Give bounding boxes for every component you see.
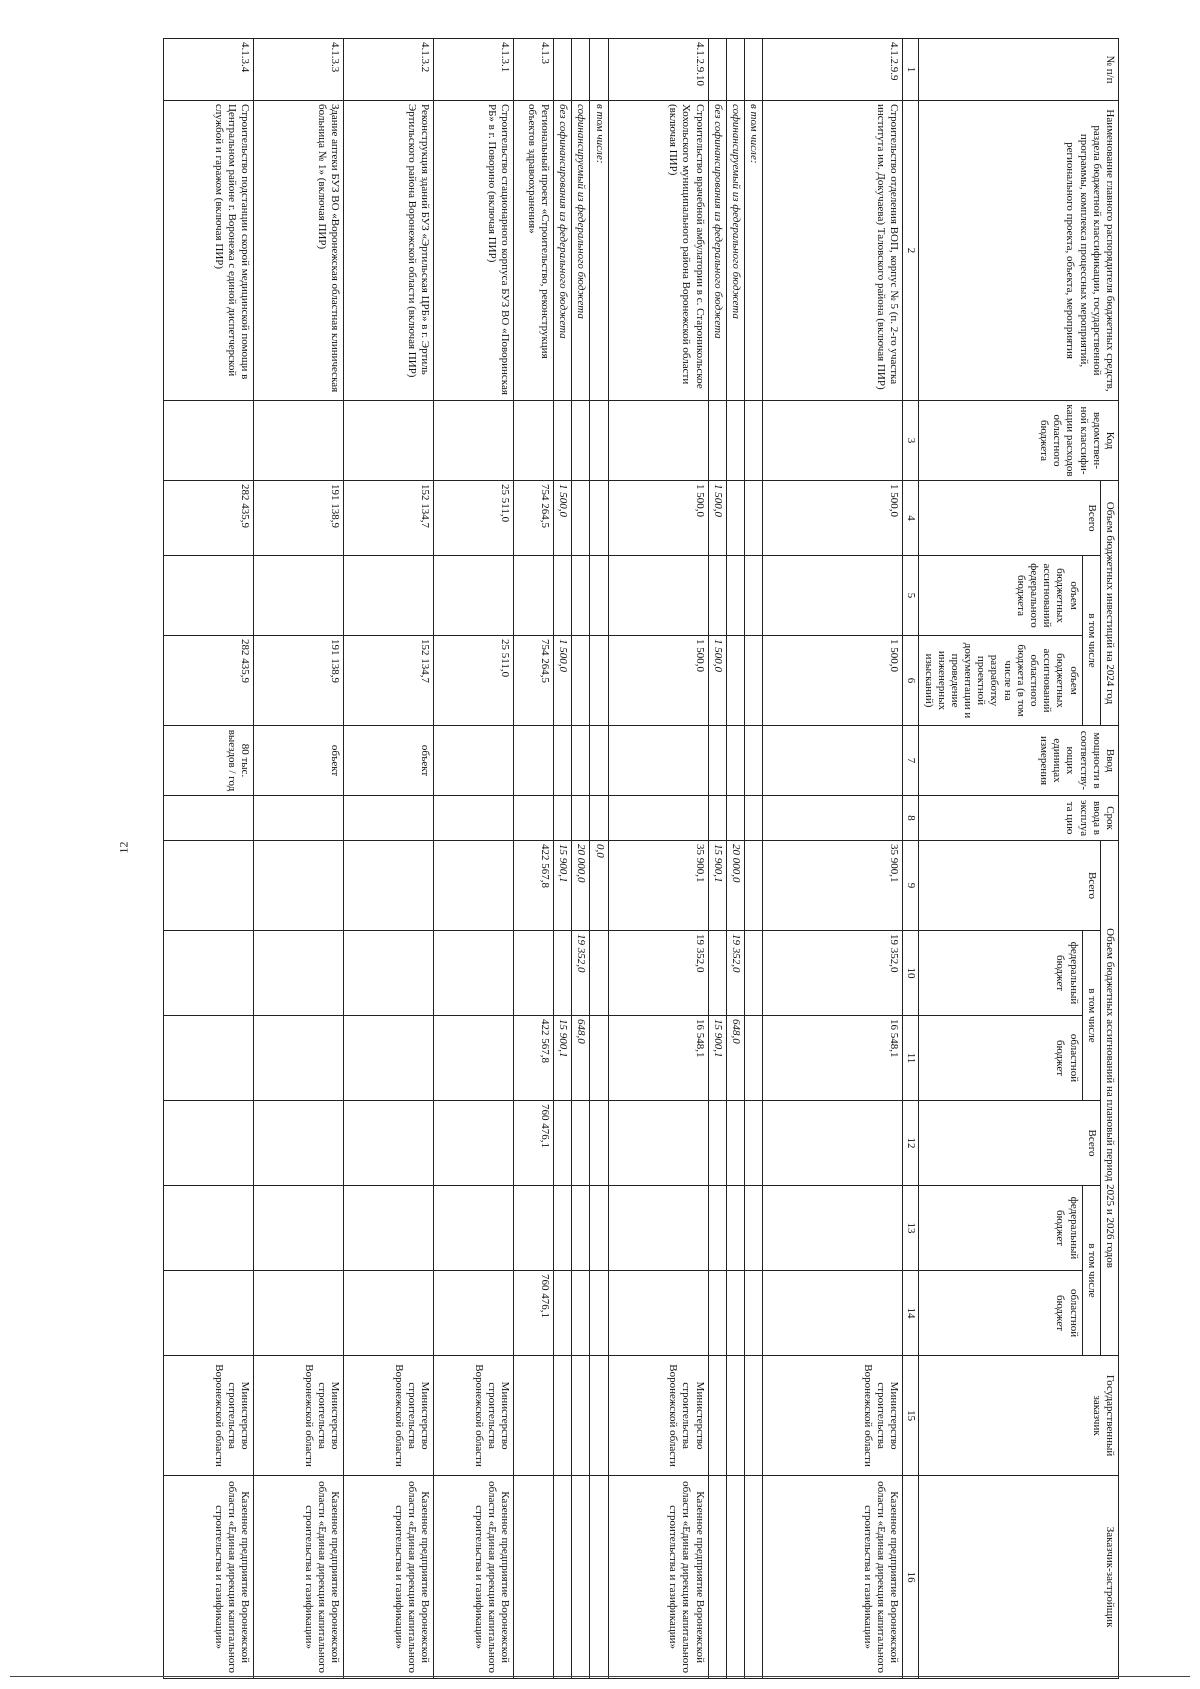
cell-col-14 (608, 1271, 708, 1356)
cell-col-15: Министерство строительства Воронежской области (608, 1356, 708, 1476)
header-code: Код ведомствен-ной классифи-кации расходов областного бюджета (919, 401, 1119, 481)
cell-col-4 (745, 481, 763, 556)
cell-col-12 (572, 1101, 590, 1186)
cell-col-11: 16 548,1 (608, 1016, 708, 1101)
cell-col-7 (572, 726, 590, 796)
cell-col-2: софинансируемый из федерального бюджета (726, 101, 744, 401)
cell-col-8 (763, 796, 903, 841)
cell-col-10: 19 352,0 (608, 931, 708, 1016)
cell-col-1: 4.1.3.1 (434, 39, 514, 101)
cell-col-5 (254, 556, 344, 636)
cell-col-5 (572, 556, 590, 636)
cell-col-11: 648,0 (572, 1016, 590, 1101)
cell-col-1: 4.1.3 (514, 39, 554, 101)
table-row (344, 39, 434, 1679)
cell-col-4: 1 500,0 (554, 481, 572, 556)
cell-col-8 (554, 796, 572, 841)
cell-col-7 (726, 726, 744, 796)
cell-col-11: 15 900,1 (708, 1016, 726, 1101)
cell-col-9: 15 900,1 (554, 841, 572, 931)
cell-col-3 (763, 401, 903, 481)
table-row (572, 39, 590, 1679)
header-vol2024: Объем бюджетных инвестиций на 2024 год (1100, 481, 1118, 726)
cell-col-14 (726, 1271, 744, 1356)
cell-col-16: Казенное предприятие Воронежской области «Единая дирекция капитального строительства и газификации» (254, 1476, 344, 1679)
column-index-row (903, 39, 919, 1679)
cell-col-6 (572, 636, 590, 726)
cell-col-4 (726, 481, 744, 556)
col-index: 10 (903, 931, 919, 1016)
cell-col-15: Министерство строительства Воронежской области (254, 1356, 344, 1476)
cell-col-4: 754 264,5 (514, 481, 554, 556)
cell-col-11 (254, 1016, 344, 1101)
cell-col-11 (745, 1016, 763, 1101)
header-capacity: Ввод мощности в соответству-ющих единицах измерения (919, 726, 1119, 796)
cell-col-7 (608, 726, 708, 796)
cell-col-15 (708, 1356, 726, 1476)
cell-col-2: Строительство врачебной амбулатории в с. Староникольское Хохольского муниципального района Воронежской области (включая ПИР) (608, 101, 708, 401)
table-header (903, 39, 1119, 1679)
header-total-2026: Всего (919, 1101, 1100, 1186)
cell-col-5 (590, 556, 608, 636)
cell-col-5 (164, 556, 254, 636)
cell-col-1: 4.1.3.2 (344, 39, 434, 101)
cell-col-4 (572, 481, 590, 556)
page-number: 12 (116, 841, 131, 854)
cell-col-5 (554, 556, 572, 636)
cell-col-11 (590, 1016, 608, 1101)
cell-col-5 (344, 556, 434, 636)
table-row (514, 39, 554, 1679)
cell-col-8 (344, 796, 434, 841)
cell-col-1: 4.1.3.4 (164, 39, 254, 101)
cell-col-10 (164, 931, 254, 1016)
cell-col-6: 1 500,0 (708, 636, 726, 726)
cell-col-10: 19 352,0 (763, 931, 903, 1016)
cell-col-10 (344, 931, 434, 1016)
cell-col-6: 1 500,0 (763, 636, 903, 726)
cell-col-9: 35 900,1 (608, 841, 708, 931)
cell-col-2: без софинансирования из федерального бюджета (554, 101, 572, 401)
table-row (590, 39, 608, 1679)
cell-col-11: 16 548,1 (763, 1016, 903, 1101)
cell-col-6: 152 134,7 (344, 636, 434, 726)
cell-col-10: 19 352,0 (572, 931, 590, 1016)
cell-col-1 (726, 39, 744, 101)
cell-col-13 (708, 1186, 726, 1271)
cell-col-4 (590, 481, 608, 556)
cell-col-12 (745, 1101, 763, 1186)
cell-col-12 (763, 1101, 903, 1186)
cell-col-15 (726, 1356, 744, 1476)
header-developer: Заказчик-застройщик (919, 1476, 1119, 1679)
cell-col-12 (344, 1101, 434, 1186)
cell-col-4: 152 134,7 (344, 481, 434, 556)
cell-col-6: 1 500,0 (554, 636, 572, 726)
cell-col-3 (590, 401, 608, 481)
header-incl-2026: в том числе (1082, 1186, 1100, 1356)
cell-col-9 (344, 841, 434, 931)
cell-col-3 (514, 401, 554, 481)
col-index: 9 (903, 841, 919, 931)
col-index: 2 (903, 101, 919, 401)
cell-col-13 (745, 1186, 763, 1271)
cell-col-13 (726, 1186, 744, 1271)
cell-col-14 (708, 1271, 726, 1356)
cell-col-10 (514, 931, 554, 1016)
cell-col-12 (708, 1101, 726, 1186)
cell-col-3 (254, 401, 344, 481)
table-row (763, 39, 903, 1679)
cell-col-16 (726, 1476, 744, 1679)
rotated-page (109, 38, 1119, 1678)
header-fed-2024: объем бюджетных ассигнований федерального бюджета (919, 556, 1082, 636)
table-row (434, 39, 514, 1679)
cell-col-2: без софинансирования из федерального бюджета (708, 101, 726, 401)
cell-col-1 (572, 39, 590, 101)
cell-col-7: объект (254, 726, 344, 796)
cell-col-4: 191 138,9 (254, 481, 344, 556)
cell-col-1: 4.1.2.9.10 (608, 39, 708, 101)
cell-col-15: Министерство строительства Воронежской области (763, 1356, 903, 1476)
cell-col-5 (763, 556, 903, 636)
cell-col-12 (726, 1101, 744, 1186)
cell-col-16 (745, 1476, 763, 1679)
cell-col-16 (554, 1476, 572, 1679)
cell-col-7: 80 тыс. выездов / год (164, 726, 254, 796)
table-row (726, 39, 744, 1679)
cell-col-11: 15 900,1 (554, 1016, 572, 1101)
header-num: № п/п (919, 39, 1119, 101)
col-index: 11 (903, 1016, 919, 1101)
col-index: 4 (903, 481, 919, 556)
cell-col-9 (745, 841, 763, 931)
cell-col-8 (708, 796, 726, 841)
cell-col-10 (745, 931, 763, 1016)
cell-col-1: 4.1.2.9.9 (763, 39, 903, 101)
cell-col-6 (726, 636, 744, 726)
cell-col-16: Казенное предприятие Воронежской области «Единая дирекция капитального строительства и газификации» (608, 1476, 708, 1679)
cell-col-4: 1 500,0 (708, 481, 726, 556)
cell-col-8 (434, 796, 514, 841)
cell-col-12 (608, 1101, 708, 1186)
table-row (708, 39, 726, 1679)
cell-col-7 (745, 726, 763, 796)
cell-col-15 (590, 1356, 608, 1476)
cell-col-2: Строительство стационарного корпуса БУЗ ВО «Поворинская РБ» в г. Поворино (включая ПИР) (434, 101, 514, 401)
col-index: 13 (903, 1186, 919, 1271)
header-customer: Государственный заказчик (919, 1356, 1119, 1476)
cell-col-2: в том числе: (590, 101, 608, 401)
header-reg-2026: областной бюджет (919, 1271, 1082, 1356)
cell-col-13 (254, 1186, 344, 1271)
header-reg-2025: областной бюджет (919, 1016, 1082, 1101)
cell-col-16: Казенное предприятие Воронежской области «Единая дирекция капитального строительства и газификации» (164, 1476, 254, 1679)
cell-col-2: в том числе: (745, 101, 763, 401)
header-total-2024: Всего (919, 481, 1100, 556)
table-row (608, 39, 708, 1679)
cell-col-14 (554, 1271, 572, 1356)
cell-col-7 (708, 726, 726, 796)
table-row (745, 39, 763, 1679)
cell-col-12 (434, 1101, 514, 1186)
cell-col-9 (434, 841, 514, 931)
cell-col-11: 648,0 (726, 1016, 744, 1101)
table-row (164, 39, 254, 1679)
col-index: 8 (903, 796, 919, 841)
cell-col-15: Министерство строительства Воронежской области (434, 1356, 514, 1476)
cell-col-7 (554, 726, 572, 796)
cell-col-4: 1 500,0 (763, 481, 903, 556)
cell-col-7: объект (344, 726, 434, 796)
cell-col-3 (554, 401, 572, 481)
cell-col-3 (726, 401, 744, 481)
cell-col-4: 1 500,0 (608, 481, 708, 556)
cell-col-1 (745, 39, 763, 101)
cell-col-9: 35 900,1 (763, 841, 903, 931)
cell-col-13 (344, 1186, 434, 1271)
cell-col-16: Казенное предприятие Воронежской области «Единая дирекция капитального строительства и газификации» (434, 1476, 514, 1679)
col-index: 14 (903, 1271, 919, 1356)
cell-col-8 (745, 796, 763, 841)
cell-col-2: Региональный проект «Строительство, реконструкция объектов здравоохранения» (514, 101, 554, 401)
cell-col-6 (745, 636, 763, 726)
header-incl-2025: в том числе (1082, 931, 1100, 1101)
cell-col-3 (164, 401, 254, 481)
cell-col-15 (554, 1356, 572, 1476)
cell-col-15 (572, 1356, 590, 1476)
cell-col-13 (608, 1186, 708, 1271)
cell-col-1: 4.1.3.3 (254, 39, 344, 101)
cell-col-15 (745, 1356, 763, 1476)
cell-col-2: Строительство подстанции скорой медицинской помощи в Центральном районе г. Воронежа с единой диспетчерской службой и гаражом (включая ПИР) (164, 101, 254, 401)
col-index: 6 (903, 636, 919, 726)
cell-col-11 (344, 1016, 434, 1101)
cell-col-12: 760 476,1 (514, 1101, 554, 1186)
cell-col-16: Казенное предприятие Воронежской области «Единая дирекция капитального строительства и газификации» (344, 1476, 434, 1679)
cell-col-5 (745, 556, 763, 636)
cell-col-1 (590, 39, 608, 101)
cell-col-13 (554, 1186, 572, 1271)
cell-col-2: Реконструкция зданий БУЗ «Эртильская ЦРБ» в г. Эртиль Эртильского района Воронежской области (включая ПИР) (344, 101, 434, 401)
cell-col-14 (590, 1271, 608, 1356)
cell-col-9: 20 000,0 (726, 841, 744, 931)
table-body (164, 39, 903, 1679)
cell-col-16 (590, 1476, 608, 1679)
cell-col-13 (763, 1186, 903, 1271)
cell-col-15: Министерство строительства Воронежской области (344, 1356, 434, 1476)
cell-col-9: 0,0 (590, 841, 608, 931)
cell-col-1 (708, 39, 726, 101)
cell-col-15 (514, 1356, 554, 1476)
cell-col-7 (590, 726, 608, 796)
cell-col-6: 282 435,9 (164, 636, 254, 726)
cell-col-10 (590, 931, 608, 1016)
cell-col-6: 191 138,9 (254, 636, 344, 726)
header-incl-2024: в том числе (1082, 556, 1100, 726)
cell-col-9 (164, 841, 254, 931)
cell-col-7 (514, 726, 554, 796)
cell-col-11 (434, 1016, 514, 1101)
cell-col-1 (554, 39, 572, 101)
cell-col-6: 754 264,5 (514, 636, 554, 726)
col-index: 16 (903, 1476, 919, 1679)
cell-col-4: 282 435,9 (164, 481, 254, 556)
cell-col-14 (254, 1271, 344, 1356)
cell-col-13 (164, 1186, 254, 1271)
cell-col-8 (590, 796, 608, 841)
cell-col-9: 422 567,8 (514, 841, 554, 931)
cell-col-13 (434, 1186, 514, 1271)
cell-col-3 (608, 401, 708, 481)
cell-col-3 (434, 401, 514, 481)
cell-col-10 (434, 931, 514, 1016)
cell-col-14 (164, 1271, 254, 1356)
cell-col-16 (708, 1476, 726, 1679)
header-reg-2024: объем бюджетных ассигнований областного бюджета (в том числе на разработку проектной документации и проведение инженерных изысканий) (919, 636, 1082, 726)
cell-col-9: 15 900,1 (708, 841, 726, 931)
cell-col-5 (726, 556, 744, 636)
cell-col-12 (590, 1101, 608, 1186)
header-fed-2026: федеральный бюджет (919, 1186, 1082, 1271)
cell-col-16 (514, 1476, 554, 1679)
col-index: 3 (903, 401, 919, 481)
cell-col-14 (745, 1271, 763, 1356)
table-row (254, 39, 344, 1679)
cell-col-8 (608, 796, 708, 841)
cell-col-4: 25 511,0 (434, 481, 514, 556)
cell-col-9: 20 000,0 (572, 841, 590, 931)
cell-col-3 (344, 401, 434, 481)
cell-col-16: Казенное предприятие Воронежской области «Единая дирекция капитального строительства и газификации» (763, 1476, 903, 1679)
cell-col-14 (572, 1271, 590, 1356)
cell-col-12 (554, 1101, 572, 1186)
cell-col-2: Здание аптеки БУЗ ВО «Воронежская областная клиническая больница № 1» (включая ПИР) (254, 101, 344, 401)
cell-col-6 (590, 636, 608, 726)
cell-col-5 (608, 556, 708, 636)
cell-col-5 (514, 556, 554, 636)
col-index: 7 (903, 726, 919, 796)
cell-col-3 (572, 401, 590, 481)
cell-col-16 (572, 1476, 590, 1679)
cell-col-11 (164, 1016, 254, 1101)
cell-col-10: 19 352,0 (726, 931, 744, 1016)
col-index: 1 (903, 39, 919, 101)
cell-col-8 (254, 796, 344, 841)
page-bottom-rule (10, 1676, 1190, 1677)
cell-col-6: 25 511,0 (434, 636, 514, 726)
header-total-2025: Всего (919, 841, 1100, 931)
cell-col-11: 422 567,8 (514, 1016, 554, 1101)
cell-col-14 (763, 1271, 903, 1356)
cell-col-5 (708, 556, 726, 636)
cell-col-2: софинансируемый из федерального бюджета (572, 101, 590, 401)
cell-col-10 (554, 931, 572, 1016)
col-index: 15 (903, 1356, 919, 1476)
cell-col-14: 760 476,1 (514, 1271, 554, 1356)
cell-col-10 (708, 931, 726, 1016)
cell-col-12 (254, 1101, 344, 1186)
cell-col-6: 1 500,0 (608, 636, 708, 726)
cell-col-8 (514, 796, 554, 841)
cell-col-10 (254, 931, 344, 1016)
cell-col-14 (344, 1271, 434, 1356)
cell-col-5 (434, 556, 514, 636)
cell-col-14 (434, 1271, 514, 1356)
col-index: 12 (903, 1101, 919, 1186)
cell-col-3 (745, 401, 763, 481)
header-name: Наименование главного распорядителя бюджетных средств, раздела бюджетной классификации, государственной программы, комплекса процессных мероприятий, регионального проекта, объекта, мероприятия (919, 101, 1119, 401)
cell-col-15: Министерство строительства Воронежской области (164, 1356, 254, 1476)
col-index: 5 (903, 556, 919, 636)
cell-col-7 (763, 726, 903, 796)
cell-col-12 (164, 1101, 254, 1186)
cell-col-13 (572, 1186, 590, 1271)
header-fed-2025: федеральный бюджет (919, 931, 1082, 1016)
cell-col-8 (726, 796, 744, 841)
cell-col-9 (254, 841, 344, 931)
header-deadline: Срок ввода в эксплуата цию (919, 796, 1119, 841)
investment-table (163, 38, 1119, 1679)
table-row (554, 39, 572, 1679)
cell-col-7 (434, 726, 514, 796)
cell-col-2: Строительство отделения ВОП, корпус № 5 (п. 2-го участка института им. Докучаева) Таловского района (включая ПИР) (763, 101, 903, 401)
cell-col-13 (514, 1186, 554, 1271)
header-plan: Объем бюджетных ассигнований на плановый период 2025 и 2026 годов (1100, 841, 1118, 1356)
cell-col-13 (590, 1186, 608, 1271)
cell-col-3 (708, 401, 726, 481)
cell-col-8 (164, 796, 254, 841)
cell-col-8 (572, 796, 590, 841)
